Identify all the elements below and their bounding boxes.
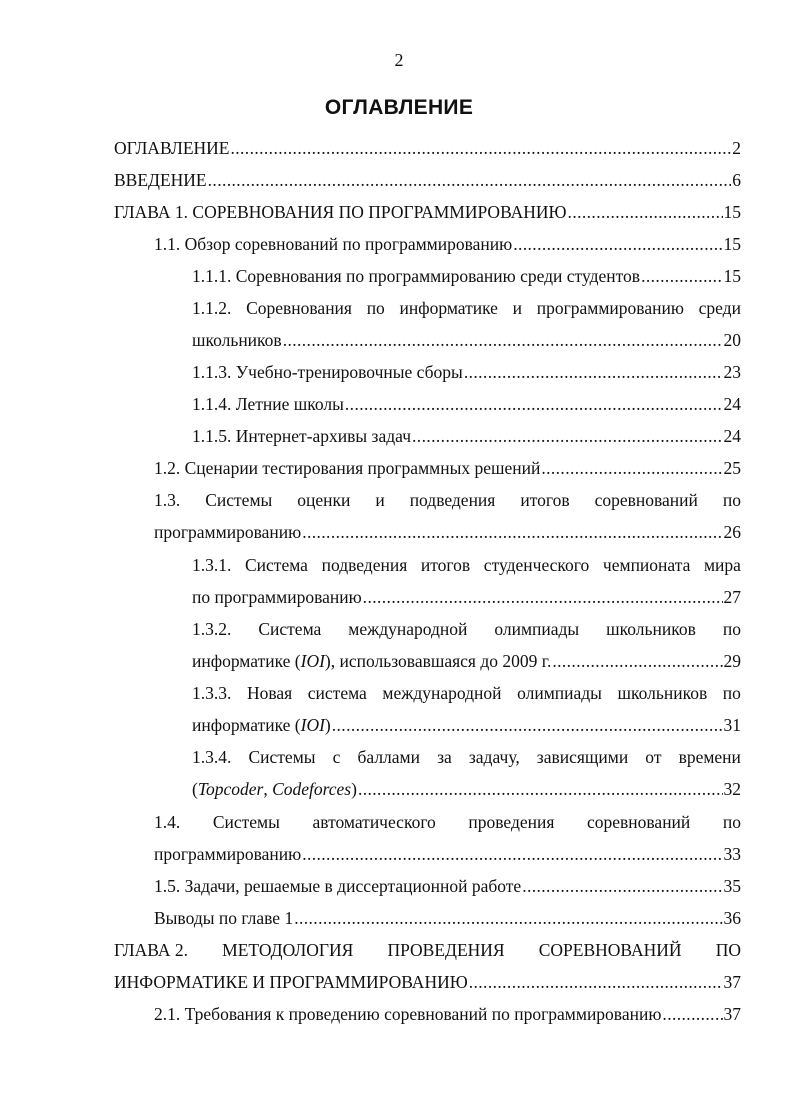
toc-word: оценки [297,490,351,510]
toc-entry-page: 24 [723,394,741,414]
toc-entry[interactable] [192,715,741,741]
toc-entry[interactable] [154,844,741,870]
toc-word: и [512,298,523,318]
toc-entry-label: информатике (IOI), использовавшаяся до 2009 г. [192,651,552,671]
toc-entry-page: 26 [723,522,741,542]
toc-leader-dots [358,779,723,800]
toc-entry[interactable] [114,972,741,998]
toc-entry-page: 15 [723,202,741,222]
toc-word: по [722,619,741,639]
toc-leader-dots [641,266,722,287]
toc-entry-label: 1.1.4. Летние школы [192,394,344,414]
toc-leader-dots [469,972,723,993]
toc-entry[interactable] [114,202,741,228]
toc-word: система [307,683,367,703]
toc-word: соревнований [586,812,691,832]
toc-word: Системы [212,812,280,832]
toc-leader-dots [412,426,722,447]
toc-entry-label: информатике (IOI) [192,715,331,735]
toc-entry-label: программированию [154,522,302,542]
toc-word: 1.1.2. [192,298,232,318]
toc-word: МЕТОДОЛОГИЯ [222,940,354,960]
toc-word: за [437,747,452,767]
toc-entry[interactable] [154,908,741,934]
toc-entry-page: 2 [732,138,741,158]
toc-word: Система [258,619,322,639]
toc-entry-page: 27 [723,587,741,607]
page-title: ОГЛАВЛЕНИЕ [324,96,474,119]
toc-word: Новая [246,683,293,703]
toc-word: международной [348,619,468,639]
toc-entry-first-line[interactable] [192,555,741,581]
toc-entry-first-line[interactable] [154,490,741,516]
toc-word: 1.4. [154,812,181,832]
toc-entry-page: 25 [723,458,741,478]
toc-word: олимпиады [494,619,580,639]
toc-leader-dots [552,651,722,672]
toc-entry[interactable] [192,266,741,292]
toc-entry[interactable] [154,1004,741,1030]
toc-entry-page: 23 [723,362,741,382]
toc-entry-page: 36 [723,908,741,928]
page-number: 2 [394,50,404,70]
toc-word: информатике [399,298,498,318]
toc-entry-first-line[interactable] [154,812,741,838]
toc-entry-label: программированию [154,844,302,864]
toc-word: 1.3.4. [192,747,232,767]
toc-word: студенческого [483,555,590,575]
toc-leader-dots [541,458,722,479]
toc-word: подведения [409,490,496,510]
toc-leader-dots [363,587,723,608]
toc-entry-first-line[interactable] [192,747,741,773]
toc-word: ПО [715,940,741,960]
toc-entry-label: по программированию [192,587,362,607]
toc-entry-page: 20 [723,330,741,350]
toc-word: 1.3.3. [192,683,232,703]
toc-word: времени [678,747,741,767]
toc-word: по [722,683,741,703]
toc-entry-label: Выводы по главе 1 [154,908,294,928]
toc-leader-dots [332,715,723,736]
toc-word: программированию [536,298,684,318]
toc-entry-label: 1.1.5. Интернет-архивы задач [192,426,412,446]
toc-entry-label: ГЛАВА 1. СОРЕВНОВАНИЯ ПО ПРОГРАММИРОВАНИЮ [114,202,567,222]
toc-leader-dots [283,330,723,351]
toc-entry[interactable] [192,426,741,452]
toc-word: 1.3. [154,490,181,510]
toc-entry[interactable] [192,330,741,356]
toc-entry-first-line[interactable] [114,940,741,966]
toc-entry-label: (Topcoder, Codeforces) [192,779,357,799]
toc-leader-dots [662,1004,722,1025]
toc-entry-label: 1.1.3. Учебно-тренировочные сборы [192,362,463,382]
toc-word: СОРЕВНОВАНИЙ [538,940,682,960]
toc-word: по [722,490,741,510]
toc-entry-label: ВВЕДЕНИЕ [114,170,207,190]
toc-leader-dots [208,170,732,191]
toc-word: подведения [321,555,408,575]
toc-entry[interactable] [192,587,741,613]
toc-word: итогов [420,555,471,575]
toc-entry-label: 1.2. Сценарии тестирования программных решений [154,458,541,478]
toc-leader-dots [302,522,722,543]
toc-entry-label: ИНФОРМАТИКЕ И ПРОГРАММИРОВАНИЮ [114,972,468,992]
toc-entry[interactable] [114,138,741,164]
toc-leader-dots [230,138,731,159]
toc-word: соревнований [594,490,698,510]
toc-leader-dots [568,202,723,223]
toc-word: Системы [248,747,316,767]
toc-entry[interactable] [154,876,741,902]
toc-entry-label: 1.1.1. Соревнования по программированию среди студентов [192,266,641,286]
toc-entry-page: 6 [732,170,741,190]
toc-entry-page: 32 [723,779,741,799]
toc-word: школьников [617,683,708,703]
toc-leader-dots [513,234,722,255]
toc-word: по [722,812,741,832]
toc-word: и [375,490,385,510]
toc-entry[interactable] [114,170,741,196]
toc-entry-first-line[interactable] [192,683,741,709]
toc-word: олимпиады [517,683,602,703]
toc-word: 1.3.2. [192,619,232,639]
toc-entry[interactable] [154,522,741,548]
toc-entry-page: 15 [723,266,741,286]
toc-leader-dots [302,844,722,865]
toc-entry-first-line[interactable] [192,298,741,324]
toc-entry[interactable] [192,779,741,805]
toc-word: Соревнования [246,298,352,318]
toc-entry[interactable] [154,234,741,260]
toc-leader-dots [522,876,722,897]
toc-entry[interactable] [192,362,741,388]
toc-leader-dots [464,362,723,383]
toc-entry-label: 2.1. Требования к проведению соревнований по программированию [154,1004,662,1024]
toc-entry-page: 37 [723,972,741,992]
toc-word: по [366,298,385,318]
toc-word: Система [245,555,308,575]
toc-leader-dots [294,908,722,929]
toc-word: задачу, [468,747,520,767]
toc-entry-label: 1.1. Обзор соревнований по программированию [154,234,513,254]
toc-word: ПРОВЕДЕНИЯ [387,940,505,960]
toc-word: Системы [205,490,273,510]
toc-entry-page: 35 [723,876,741,896]
toc-word: международной [382,683,502,703]
toc-entry[interactable] [154,458,741,484]
toc-word: чемпионата [602,555,691,575]
toc-entry-first-line[interactable] [192,619,741,645]
toc-entry-label: школьников [192,330,282,350]
toc-word: зависящими [536,747,629,767]
toc-entry-page: 29 [723,651,741,671]
toc-word: мира [703,555,741,575]
toc-entry-page: 15 [723,234,741,254]
toc-word: итогов [520,490,570,510]
toc-entry-label: ОГЛАВЛЕНИЕ [114,138,230,158]
toc-word: школьников [606,619,696,639]
toc-entry-page: 24 [723,426,741,446]
toc-word: среди [698,298,741,318]
toc-word: автоматического [312,812,436,832]
toc-word: ГЛАВА 2. [114,940,189,960]
toc-word: баллами [357,747,420,767]
toc-word: проведения [468,812,555,832]
toc-entry[interactable] [192,651,741,677]
toc-entry-page: 37 [723,1004,741,1024]
toc-word: от [645,747,662,767]
toc-entry-page: 33 [723,844,741,864]
toc-word: 1.3.1. [192,555,232,575]
toc-entry[interactable] [192,394,741,420]
toc-word: с [332,747,341,767]
toc-entry-label: 1.5. Задачи, решаемые в диссертационной работе [154,876,522,896]
toc-entry-page: 31 [723,715,741,735]
toc-leader-dots [345,394,723,415]
